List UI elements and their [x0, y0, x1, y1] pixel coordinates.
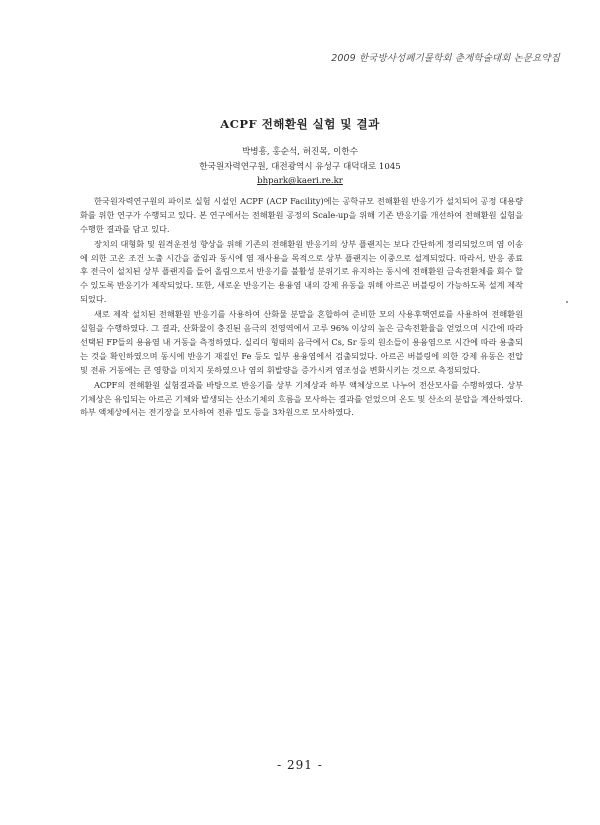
- author-names: 박병흥, 홍순석, 허진목, 이한수: [241, 147, 358, 157]
- paragraph-3: 새로 제작 설치된 전해환원 반응기를 사용하여 산화물 분말을 혼합하여 준비한 모의 사용후핵연료를 사용하여 전해환원 실험을 수행하였다. 그 결과, 산화물이 충진된 음극의 전영역에서 고루 96% 이상의 높은 금속전환율을 얻었으며 시간에 따라 선택된 FP들의 용융염 내 거동을 측정하였다. 실리더 형태의 음극에서 Cs, Sr 등의 원소들이 용융염으로 시간에 따라 용출되는 것을 확인하였으며 동시에 반응기 재질인 Fe 등도 일부 용융염에서 검출되었다. 아르곤 버블링에 의한 강제 유동은 전압 및 전류 거동에는 큰 영향을 미치지 못하였으나 염의 휘발량을 증가시켜 염조성을 변화시키는 것으로 측정되었다.: [80, 309, 523, 375]
- paper-title: ACPF 전해환원 실험 및 결과: [220, 117, 380, 131]
- paragraph-1: 한국원자력연구원의 파이로 실험 시설인 ACPF (ACP Facility)에는 공학규모 전해환원 반응기가 설치되어 공정 대용량화를 위한 연구가 수행되고 있다. 본 연구에서는 전해환원 공정의 Scale-up을 위해 기존 반응기를 개선하여 전해환원 실험을 수행한 결과를 담고 있다.: [80, 196, 523, 234]
- author-email[interactable]: bhpark@kaeri.re.kr: [257, 176, 343, 186]
- page-number: - 291 -: [277, 758, 323, 772]
- paragraph-4: ACPF의 전해환원 실험결과를 바탕으로 반응기를 상부 기체상과 하부 액체상으로 나누어 전산모사를 수행하였다. 상부 기체상은 유입되는 아르곤 기체와 발생되는 산소기체의 흐름을 모사하는 결과를 얻었으며 온도 및 산소의 분압을 계산하였다. 하부 액체상에서는 전기장을 모사하여 전류 밀도 등을 3차원으로 모사하였다.: [80, 379, 523, 418]
- scan-speck: [566, 301, 568, 303]
- affiliation: 한국원자력연구원, 대전광역시 유성구 대덕대로 1045: [199, 161, 401, 172]
- abstract-body: [80, 195, 523, 422]
- running-header: 2009 한국방사성폐기물학회 춘계학술대회 논문요약집: [331, 53, 560, 64]
- title-block: [0, 116, 600, 132]
- paragraph-2: 장치의 대형화 및 원격운전성 향상을 위해 기존의 전해환원 반응기의 상부 플랜지는 보다 간단하게 정리되었으며 염 이송에 의한 고온 조건 노출 시간을 줄임과 동시에 염 재사용을 목적으로 상부 플랜지는 이중으로 설계되었다. 따라서, 반응 종료후 전극이 설치된 상부 플랜지를 들어 올림으로서 반응기를 불활성 분위기로 유지하는 동시에 전해환원 금속전환체를 회수 할 수 있도록 반응기가 제작되었다. 또한, 새로운 반응기는 용융염 내의 강제 유동을 위해 아르곤 버블링이 가능하도록 설계 제작되었다.: [80, 238, 523, 305]
- author-block: [0, 145, 600, 189]
